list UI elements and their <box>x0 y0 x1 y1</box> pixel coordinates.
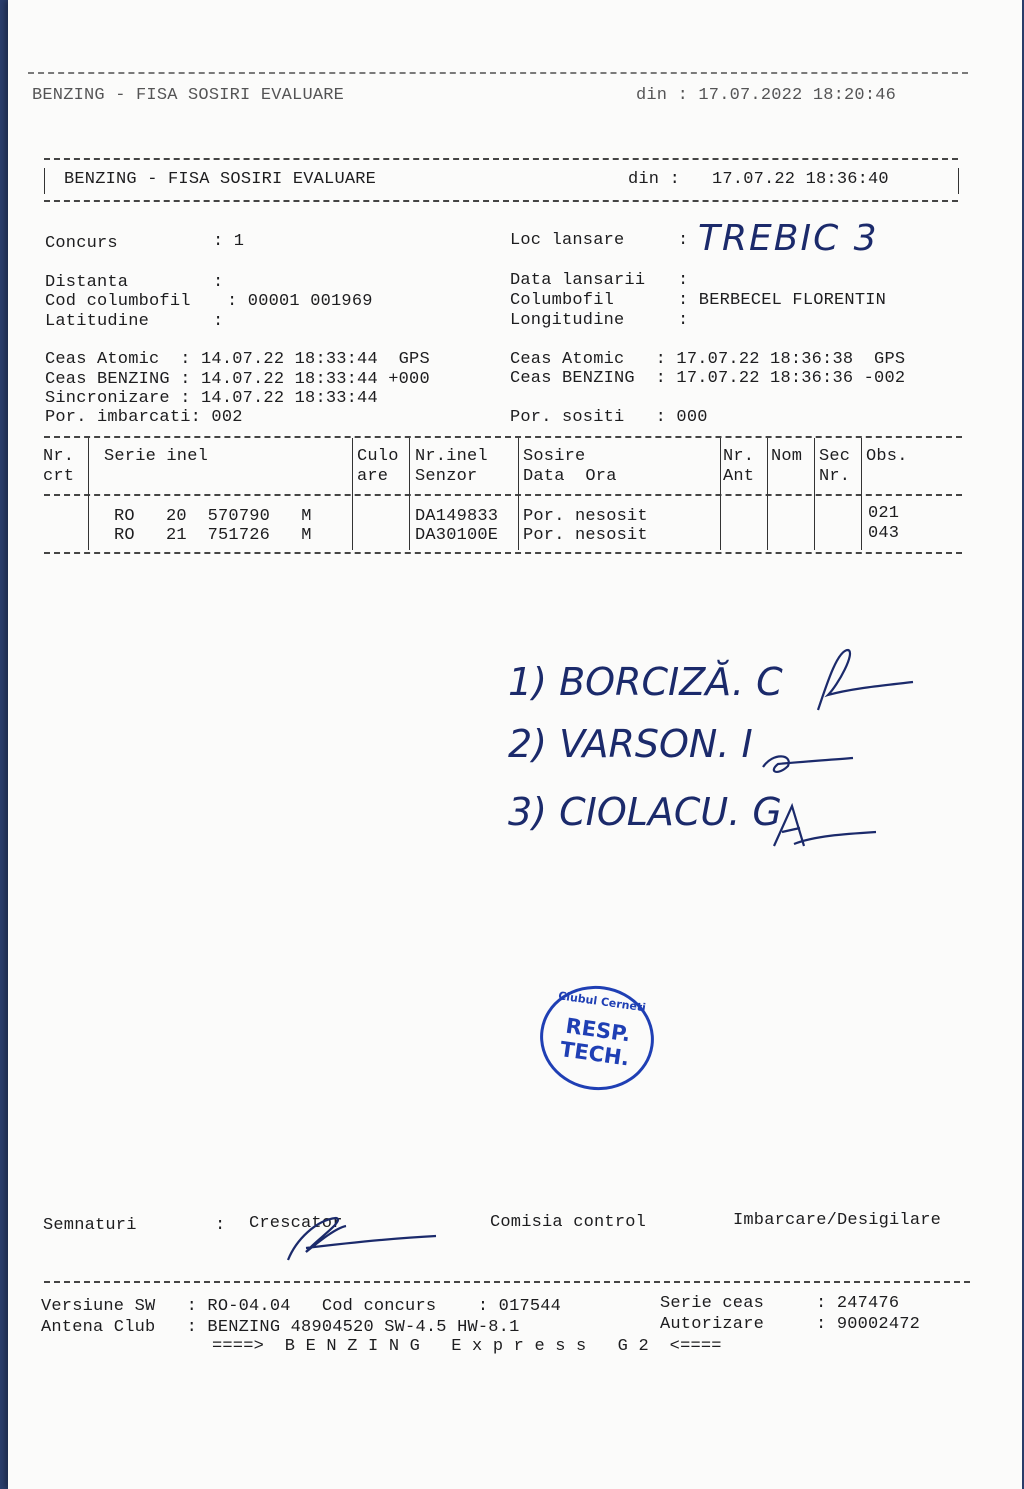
data-lansarii-label: Data lansarii <box>510 271 646 290</box>
th-nr-1: Nr. <box>43 447 75 466</box>
th-sec-2: Nr. <box>819 467 851 486</box>
col-bar-2 <box>352 438 353 550</box>
th-serie-1: Serie inel <box>104 447 209 466</box>
handwritten-line-3: 3) CIOLACU. G <box>508 790 782 834</box>
semnaturi-label: Semnaturi <box>43 1216 137 1235</box>
longitudine-label: Longitudine <box>510 311 625 330</box>
col-bar-7 <box>814 438 815 550</box>
ghost-title: BENZING - FISA SOSIRI EVALUARE <box>32 86 345 105</box>
footer-brand: ====> B E N Z I N G E x p r e s s G 2 <==== <box>212 1337 722 1356</box>
handwritten-signature-3 <box>764 796 884 856</box>
loc-lansare-sep: : <box>678 231 689 250</box>
cell-senzor: DA149833 <box>415 507 499 526</box>
loc-lansare-label: Loc lansare <box>510 231 625 250</box>
th-sosire-2: Data Ora <box>523 467 617 486</box>
ceas-atomic-right: Ceas Atomic : 17.07.22 18:36:38 GPS <box>510 350 906 369</box>
col-bar-8 <box>861 438 862 550</box>
col-bar-1 <box>88 438 89 550</box>
semnaturi-sep: : <box>215 1216 226 1235</box>
imbarcare-label: Imbarcare/Desigilare <box>733 1211 942 1230</box>
handwritten-line-2: 2) VARSON. I <box>508 722 753 766</box>
stamp-club-name: Clubul Cerneti <box>557 989 647 1015</box>
table-border-bottom <box>44 552 962 554</box>
header-date: 17.07.22 18:36:40 <box>712 170 889 189</box>
ghost-date: din : 17.07.2022 18:20:46 <box>636 86 897 105</box>
table-border-top <box>44 436 962 438</box>
col-bar-6 <box>767 438 768 550</box>
printed-page <box>8 0 1022 1489</box>
por-sositi: Por. sositi : 000 <box>510 408 708 427</box>
distanta-label: Distanta <box>45 273 129 292</box>
handwritten-signature-2 <box>748 742 858 782</box>
distanta-value: : <box>213 273 224 292</box>
header-right-bar <box>958 168 959 194</box>
por-imbarcati: Por. imbarcati: 002 <box>45 408 243 427</box>
cod-columbofil-label: Cod columbofil <box>45 292 191 311</box>
th-nr-2: crt <box>43 467 75 486</box>
sincronizare: Sincronizare : 14.07.22 18:33:44 <box>45 389 378 408</box>
header-left-bar <box>44 168 45 194</box>
stamp-line-2: TECH. <box>558 1037 631 1071</box>
crescator-label: Crescator <box>249 1214 343 1233</box>
stamp-line-1: RESP. <box>564 1013 633 1047</box>
columbofil-label: Columbofil <box>510 291 615 310</box>
comisia-label: Comisia control <box>490 1213 647 1232</box>
th-culoare-1: Culo <box>357 447 399 466</box>
th-culoare-2: are <box>357 467 389 486</box>
th-senzor-1: Nr.inel <box>415 447 488 466</box>
handwritten-line-1: 1) BORCIZĂ. C <box>508 660 783 704</box>
ceas-benzing-right: Ceas BENZING : 17.07.22 18:36:36 -002 <box>510 369 906 388</box>
handwritten-signature-1 <box>798 640 918 720</box>
col-bar-4 <box>518 438 519 550</box>
ghost-border-top <box>28 72 968 74</box>
cell-obs: 043 <box>868 524 900 543</box>
col-bar-3 <box>409 438 410 550</box>
cell-senzor: DA30100E <box>415 526 499 545</box>
concurs-label: Concurs <box>45 234 118 253</box>
cell-sosire: Por. nesosit <box>523 507 648 526</box>
footer-versiune: Versiune SW : RO-04.04 Cod concurs : 017544 <box>41 1297 562 1316</box>
footer-serie-ceas: Serie ceas : 247476 <box>660 1294 900 1313</box>
footer-antena: Antena Club : BENZING 48904520 SW-4.5 HW-8.1 <box>41 1318 520 1337</box>
columbofil-value: : BERBECEL FLORENTIN <box>678 291 887 310</box>
ceas-atomic-left: Ceas Atomic : 14.07.22 18:33:44 GPS <box>45 350 430 369</box>
latitudine-value: : <box>213 312 224 331</box>
header-title: BENZING - FISA SOSIRI EVALUARE <box>64 170 377 189</box>
cell-serie: RO 20 570790 M <box>114 507 312 526</box>
th-sec-1: Sec <box>819 447 851 466</box>
header-border-top <box>44 158 958 160</box>
table-header-separator <box>44 494 962 496</box>
th-sosire-1: Sosire <box>523 447 586 466</box>
footer-autorizare: Autorizare : 90002472 <box>660 1315 921 1334</box>
cod-columbofil-value: : 00001 001969 <box>227 292 373 311</box>
col-bar-5 <box>720 438 721 550</box>
crescator-signature <box>276 1200 446 1270</box>
th-senzor-2: Senzor <box>415 467 478 486</box>
cell-serie: RO 21 751726 M <box>114 526 312 545</box>
cell-sosire: Por. nesosit <box>523 526 648 545</box>
th-ant-2: Ant <box>723 467 755 486</box>
th-nom-1: Nom <box>771 447 803 466</box>
th-obs-1: Obs. <box>866 447 908 466</box>
club-stamp <box>533 979 660 1098</box>
concurs-value: : 1 <box>213 232 245 251</box>
latitudine-label: Latitudine <box>45 312 150 331</box>
longitudine-value: : <box>678 311 689 330</box>
header-date-label: din : <box>628 170 681 189</box>
data-lansarii-value: : <box>678 271 689 290</box>
ceas-benzing-left: Ceas BENZING : 14.07.22 18:33:44 +000 <box>45 370 430 389</box>
header-border-bottom <box>44 200 958 202</box>
loc-lansare-handwritten: TREBIC 3 <box>698 218 879 259</box>
footer-border <box>44 1281 970 1283</box>
th-ant-1: Nr. <box>723 447 755 466</box>
cell-obs: 021 <box>868 504 900 523</box>
